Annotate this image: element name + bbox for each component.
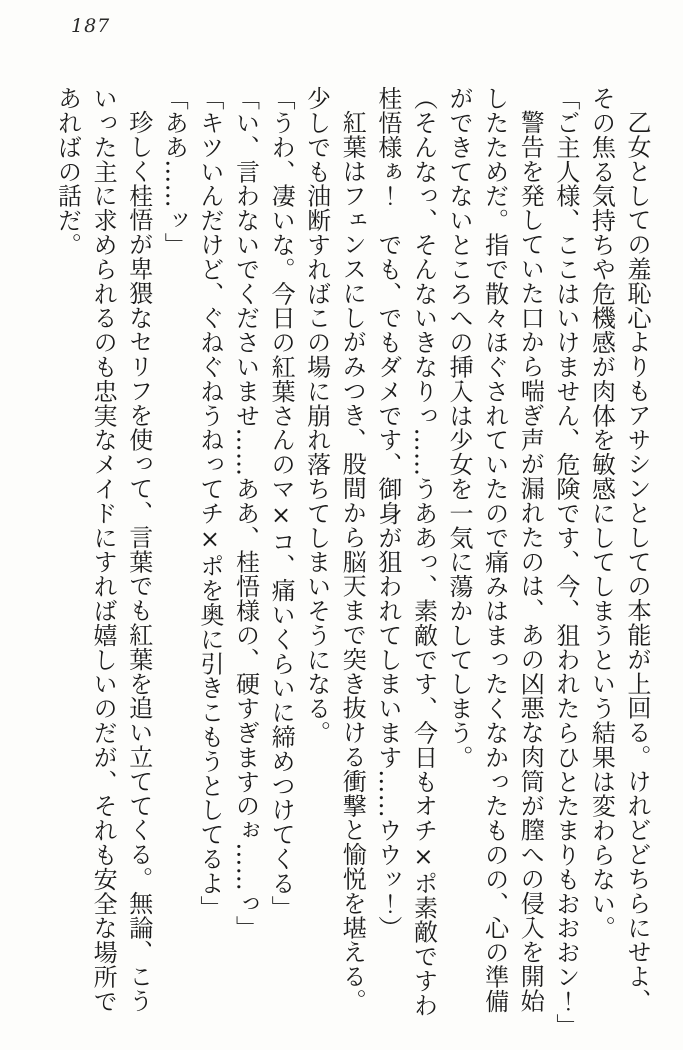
text-line: その焦る気持ちや危機感が肉体を敏感にしてしまうという結果は変わらない。 — [587, 86, 616, 940]
text-line: 「キツいんだけど、ぐねぐねうねってチ×ポを奥に引きこもうとしてるよ」 — [195, 86, 224, 920]
text-line: したためだ。指で散々ほぐされていたので痛みはまったくなかったものの、心の準備 — [480, 86, 509, 1014]
text-line: あればの話だ。 — [53, 86, 82, 257]
text-line: （そんなっ、そんないきなりっ……うああっ、素敵です、今日もオチ×ポ素敵ですわ — [409, 86, 438, 1018]
text-line: 「ああ……ッ」 — [160, 86, 189, 257]
text-line: 「うわ、凄いな。今日の紅葉さんのマ×コ、痛いくらいに締めつけてくる」 — [267, 86, 296, 920]
text-line: 珍しく桂悟が卑猥なセリフを使って、言葉でも紅葉を追い立ててくる。無論、こう — [124, 110, 153, 1013]
text-line: 「ご主人様、ここはいけません、危険です、今、狙われたらひとたまりもおおおン！」 — [551, 86, 580, 1038]
page-number: 187 — [71, 15, 111, 37]
text-block — [49, 86, 654, 1038]
text-line: 桂悟様ぁ！ でも、でもダメです、御身が狙われてしまいます……ウウッ！） — [373, 86, 402, 940]
text-line: 少しでも油断すればこの場に崩れ落ちてしまいそうになる。 — [302, 86, 331, 745]
text-line: 「い、言わないでくださいませ……ああ、桂悟様の、硬すぎますのぉ……っ」 — [231, 86, 260, 940]
text-line: 警告を発していた口から喘ぎ声が漏れたのは、あの凶悪な肉筒が膣への侵入を開始 — [516, 110, 545, 1013]
text-line: 乙女としての羞恥心よりもアサシンとしての本能が上回る。けれどどちらにせよ、 — [623, 110, 651, 1013]
text-line: いった主に求められるのも忠実なメイドにすれば嬉しいのだが、それも安全な場所で — [89, 86, 118, 1014]
text-line: 紅葉はフェンスにしがみつき、股間から脳天まで突き抜ける衝撃と愉悦を堪える。 — [338, 110, 367, 1013]
text-line: ができてないところへの挿入は少女を一気に蕩かしてしまう。 — [445, 86, 474, 770]
